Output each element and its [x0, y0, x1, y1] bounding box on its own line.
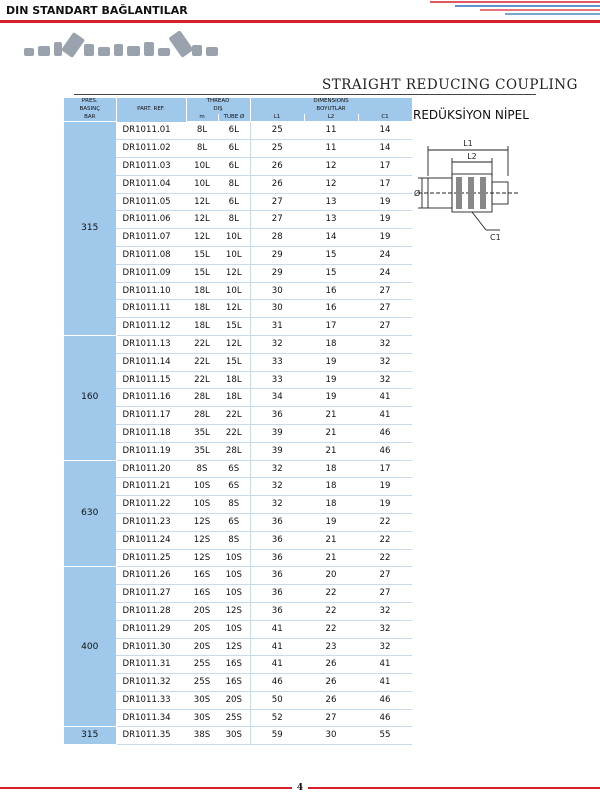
pressure-cell: 160: [64, 335, 116, 460]
l2-cell: 12: [304, 157, 358, 175]
thread-m-cell: 16S: [186, 567, 218, 585]
part-ref-cell: DR1011.05: [116, 193, 186, 211]
c1-cell: 17: [358, 175, 412, 193]
l2-cell: 11: [304, 122, 358, 140]
table-row: [64, 282, 412, 300]
c1-cell: 41: [358, 389, 412, 407]
thread-m-cell: 12L: [186, 193, 218, 211]
header-tube: TUBE Ø: [218, 114, 250, 122]
thread-m-cell: 15L: [186, 246, 218, 264]
c1-cell: 27: [358, 318, 412, 336]
tube-cell: 22L: [218, 407, 250, 425]
l1-cell: 32: [250, 335, 304, 353]
tube-cell: 15L: [218, 353, 250, 371]
part-ref-cell: DR1011.17: [116, 407, 186, 425]
table-row: [64, 691, 412, 709]
thread-m-cell: 8S: [186, 460, 218, 478]
c1-cell: 19: [358, 193, 412, 211]
c1-cell: 22: [358, 531, 412, 549]
part-ref-cell: DR1011.03: [116, 157, 186, 175]
tube-cell: 12S: [218, 602, 250, 620]
l1-cell: 36: [250, 567, 304, 585]
c1-cell: 32: [358, 620, 412, 638]
table-row: [64, 193, 412, 211]
product-table: [64, 98, 413, 745]
tube-cell: 6L: [218, 193, 250, 211]
c1-cell: 46: [358, 691, 412, 709]
c1-cell: 19: [358, 229, 412, 247]
thread-m-cell: 10S: [186, 478, 218, 496]
l1-cell: 50: [250, 691, 304, 709]
l1-cell: 39: [250, 424, 304, 442]
l1-cell: 28: [250, 229, 304, 247]
page-header-title: DIN STANDART BAĞLANTILAR: [6, 4, 188, 17]
c1-cell: 32: [358, 638, 412, 656]
part-ref-cell: DR1011.18: [116, 424, 186, 442]
part-ref-cell: DR1011.01: [116, 122, 186, 140]
tube-cell: 8S: [218, 531, 250, 549]
header-red-line: [0, 20, 400, 23]
table-row: [64, 318, 412, 336]
l2-cell: 22: [304, 620, 358, 638]
part-ref-cell: DR1011.19: [116, 442, 186, 460]
c1-cell: 19: [358, 478, 412, 496]
l2-cell: 16: [304, 300, 358, 318]
section-divider: [74, 94, 536, 95]
header-dis: DIŞ: [186, 106, 250, 114]
part-ref-cell: DR1011.33: [116, 691, 186, 709]
table-row: [64, 300, 412, 318]
tube-cell: 18L: [218, 371, 250, 389]
l1-cell: 27: [250, 211, 304, 229]
l2-cell: 20: [304, 567, 358, 585]
c1-cell: 46: [358, 424, 412, 442]
thread-m-cell: 10L: [186, 175, 218, 193]
l2-cell: 17: [304, 318, 358, 336]
c1-cell: 46: [358, 442, 412, 460]
l1-cell: 34: [250, 389, 304, 407]
l2-cell: 18: [304, 478, 358, 496]
thread-m-cell: 18L: [186, 282, 218, 300]
tube-cell: 12L: [218, 300, 250, 318]
part-ref-cell: DR1011.21: [116, 478, 186, 496]
l2-cell: 21: [304, 407, 358, 425]
c1-cell: 27: [358, 282, 412, 300]
l1-cell: 32: [250, 496, 304, 514]
tube-cell: 28L: [218, 442, 250, 460]
thread-m-cell: 30S: [186, 709, 218, 727]
table-row: [64, 727, 412, 745]
table-row: [64, 709, 412, 727]
thread-m-cell: 30S: [186, 691, 218, 709]
thread-m-cell: 10L: [186, 157, 218, 175]
drawing-label-dia: Ø: [414, 189, 421, 198]
tube-cell: 6S: [218, 478, 250, 496]
thread-m-cell: 22L: [186, 335, 218, 353]
part-ref-cell: DR1011.22: [116, 496, 186, 514]
thread-m-cell: 20S: [186, 620, 218, 638]
coupling-drawing: [412, 132, 524, 252]
table-row: [64, 371, 412, 389]
header-stripes: [400, 0, 600, 24]
l2-cell: 19: [304, 513, 358, 531]
l1-cell: 36: [250, 531, 304, 549]
tube-cell: 12L: [218, 335, 250, 353]
thread-m-cell: 18L: [186, 300, 218, 318]
tube-cell: 10L: [218, 246, 250, 264]
l1-cell: 36: [250, 549, 304, 567]
l2-cell: 21: [304, 424, 358, 442]
l2-cell: 18: [304, 460, 358, 478]
tube-cell: 15L: [218, 318, 250, 336]
pressure-cell: 400: [64, 567, 116, 727]
header-part-ref: PART. REF.: [116, 98, 186, 122]
table-row: [64, 567, 412, 585]
table-row: [64, 513, 412, 531]
page-number: 4: [292, 781, 308, 795]
tube-cell: 18L: [218, 389, 250, 407]
thread-m-cell: 18L: [186, 318, 218, 336]
l2-cell: 16: [304, 282, 358, 300]
c1-cell: 41: [358, 407, 412, 425]
l1-cell: 36: [250, 407, 304, 425]
c1-cell: 41: [358, 656, 412, 674]
tube-cell: 6S: [218, 460, 250, 478]
l2-cell: 15: [304, 264, 358, 282]
c1-cell: 19: [358, 211, 412, 229]
l2-cell: 14: [304, 229, 358, 247]
l1-cell: 26: [250, 157, 304, 175]
table-row: [64, 246, 412, 264]
l2-cell: 27: [304, 709, 358, 727]
header-pres: PRES.: [64, 98, 116, 106]
part-ref-cell: DR1011.31: [116, 656, 186, 674]
l1-cell: 33: [250, 353, 304, 371]
tube-cell: 12L: [218, 264, 250, 282]
tube-cell: 6S: [218, 513, 250, 531]
tube-cell: 10S: [218, 549, 250, 567]
header-basinc: BASINÇ: [64, 106, 116, 114]
header-thread: THREAD: [186, 98, 250, 106]
c1-cell: 14: [358, 140, 412, 158]
product-table-body: [64, 122, 412, 745]
l1-cell: 59: [250, 727, 304, 745]
part-ref-cell: DR1011.26: [116, 567, 186, 585]
tube-cell: 8L: [218, 175, 250, 193]
tube-cell: 8L: [218, 211, 250, 229]
thread-m-cell: 15L: [186, 264, 218, 282]
c1-cell: 32: [358, 335, 412, 353]
l1-cell: 36: [250, 513, 304, 531]
part-ref-cell: DR1011.29: [116, 620, 186, 638]
l1-cell: 32: [250, 478, 304, 496]
header-l2: L2: [304, 114, 358, 122]
l1-cell: 30: [250, 300, 304, 318]
pressure-cell: 630: [64, 460, 116, 567]
thread-m-cell: 12S: [186, 531, 218, 549]
table-row: [64, 638, 412, 656]
tube-cell: 10S: [218, 585, 250, 603]
header-c1: C1: [358, 114, 412, 122]
thread-m-cell: 35L: [186, 442, 218, 460]
part-ref-cell: DR1011.10: [116, 282, 186, 300]
table-row: [64, 460, 412, 478]
tube-cell: 16S: [218, 656, 250, 674]
part-ref-cell: DR1011.06: [116, 211, 186, 229]
pressure-cell: 315: [64, 727, 116, 745]
header-bar: BAR: [64, 114, 116, 122]
l1-cell: 26: [250, 175, 304, 193]
thread-m-cell: 22L: [186, 371, 218, 389]
thread-m-cell: 20S: [186, 638, 218, 656]
l1-cell: 30: [250, 282, 304, 300]
part-ref-cell: DR1011.09: [116, 264, 186, 282]
table-row: [64, 140, 412, 158]
table-row: [64, 656, 412, 674]
l1-cell: 36: [250, 585, 304, 603]
part-ref-cell: DR1011.25: [116, 549, 186, 567]
table-row: [64, 549, 412, 567]
c1-cell: 32: [358, 353, 412, 371]
thread-m-cell: 8L: [186, 140, 218, 158]
part-ref-cell: DR1011.11: [116, 300, 186, 318]
thread-m-cell: 20S: [186, 602, 218, 620]
tube-cell: 12S: [218, 638, 250, 656]
tube-cell: 10S: [218, 620, 250, 638]
thread-m-cell: 12L: [186, 229, 218, 247]
l2-cell: 30: [304, 727, 358, 745]
l1-cell: 29: [250, 264, 304, 282]
part-ref-cell: DR1011.13: [116, 335, 186, 353]
part-ref-cell: DR1011.32: [116, 674, 186, 692]
l1-cell: 41: [250, 656, 304, 674]
thread-m-cell: 25S: [186, 674, 218, 692]
c1-cell: 27: [358, 585, 412, 603]
l1-cell: 29: [250, 246, 304, 264]
l2-cell: 19: [304, 371, 358, 389]
tube-cell: 6L: [218, 140, 250, 158]
table-row: [64, 442, 412, 460]
tube-cell: 20S: [218, 691, 250, 709]
tube-cell: 10S: [218, 567, 250, 585]
c1-cell: 32: [358, 602, 412, 620]
l1-cell: 39: [250, 442, 304, 460]
part-ref-cell: DR1011.28: [116, 602, 186, 620]
thread-m-cell: 22L: [186, 353, 218, 371]
table-row: [64, 122, 412, 140]
part-ref-cell: DR1011.27: [116, 585, 186, 603]
table-row: [64, 175, 412, 193]
part-ref-cell: DR1011.30: [116, 638, 186, 656]
thread-m-cell: 12L: [186, 211, 218, 229]
c1-cell: 17: [358, 460, 412, 478]
thread-m-cell: 8L: [186, 122, 218, 140]
tube-cell: 25S: [218, 709, 250, 727]
thread-m-cell: 16S: [186, 585, 218, 603]
table-row: [64, 229, 412, 247]
thread-m-cell: 38S: [186, 727, 218, 745]
table-row: [64, 407, 412, 425]
l2-cell: 26: [304, 691, 358, 709]
tube-cell: 10L: [218, 282, 250, 300]
c1-cell: 46: [358, 709, 412, 727]
l1-cell: 36: [250, 602, 304, 620]
part-ref-cell: DR1011.04: [116, 175, 186, 193]
l2-cell: 26: [304, 674, 358, 692]
l2-cell: 22: [304, 585, 358, 603]
table-row: [64, 531, 412, 549]
l2-cell: 22: [304, 602, 358, 620]
l1-cell: 52: [250, 709, 304, 727]
l2-cell: 13: [304, 193, 358, 211]
l1-cell: 32: [250, 460, 304, 478]
thread-m-cell: 35L: [186, 424, 218, 442]
table-row: [64, 674, 412, 692]
part-ref-cell: DR1011.15: [116, 371, 186, 389]
part-ref-cell: DR1011.16: [116, 389, 186, 407]
c1-cell: 14: [358, 122, 412, 140]
tube-cell: 6L: [218, 122, 250, 140]
c1-cell: 17: [358, 157, 412, 175]
c1-cell: 55: [358, 727, 412, 745]
tube-cell: 22L: [218, 424, 250, 442]
part-ref-cell: DR1011.02: [116, 140, 186, 158]
pressure-cell: 315: [64, 122, 116, 336]
tube-cell: 10L: [218, 229, 250, 247]
table-row: [64, 264, 412, 282]
c1-cell: 32: [358, 371, 412, 389]
l1-cell: 46: [250, 674, 304, 692]
l2-cell: 15: [304, 246, 358, 264]
header-m: m: [186, 114, 218, 122]
table-row: [64, 496, 412, 514]
l2-cell: 13: [304, 211, 358, 229]
section-title: STRAIGHT REDUCING COUPLING: [322, 77, 578, 93]
table-row: [64, 424, 412, 442]
c1-cell: 19: [358, 496, 412, 514]
part-ref-cell: DR1011.20: [116, 460, 186, 478]
thread-m-cell: 12S: [186, 549, 218, 567]
l1-cell: 41: [250, 638, 304, 656]
l2-cell: 26: [304, 656, 358, 674]
l1-cell: 41: [250, 620, 304, 638]
drawing-label-c1: C1: [490, 233, 501, 242]
table-row: [64, 353, 412, 371]
c1-cell: 27: [358, 300, 412, 318]
table-row: [64, 335, 412, 353]
part-ref-cell: DR1011.14: [116, 353, 186, 371]
l2-cell: 21: [304, 549, 358, 567]
l2-cell: 12: [304, 175, 358, 193]
tube-cell: 8S: [218, 496, 250, 514]
tube-cell: 16S: [218, 674, 250, 692]
tube-cell: 6L: [218, 157, 250, 175]
drawing-label-l1: L1: [463, 139, 473, 148]
l1-cell: 27: [250, 193, 304, 211]
table-row: [64, 389, 412, 407]
table-row: [64, 157, 412, 175]
part-ref-cell: DR1011.23: [116, 513, 186, 531]
part-ref-cell: DR1011.34: [116, 709, 186, 727]
c1-cell: 22: [358, 549, 412, 567]
drawing-label-l2: L2: [467, 152, 477, 161]
thread-m-cell: 25S: [186, 656, 218, 674]
l2-cell: 19: [304, 353, 358, 371]
table-row: [64, 478, 412, 496]
l2-cell: 19: [304, 389, 358, 407]
l2-cell: 18: [304, 335, 358, 353]
l1-cell: 31: [250, 318, 304, 336]
section-subtitle: REDÜKSİYON NİPEL: [413, 108, 529, 122]
thread-m-cell: 28L: [186, 407, 218, 425]
thread-m-cell: 28L: [186, 389, 218, 407]
header-boyutlar: BOYUTLAR: [250, 106, 412, 114]
header-dimensions: DIMENSIONS: [250, 98, 412, 106]
l2-cell: 18: [304, 496, 358, 514]
l1-cell: 25: [250, 140, 304, 158]
c1-cell: 41: [358, 674, 412, 692]
table-row: [64, 211, 412, 229]
tube-cell: 30S: [218, 727, 250, 745]
l2-cell: 21: [304, 531, 358, 549]
l2-cell: 11: [304, 140, 358, 158]
table-row: [64, 620, 412, 638]
table-row: [64, 602, 412, 620]
l1-cell: 25: [250, 122, 304, 140]
part-ref-cell: DR1011.35: [116, 727, 186, 745]
l2-cell: 23: [304, 638, 358, 656]
c1-cell: 24: [358, 264, 412, 282]
header-l1: L1: [250, 114, 304, 122]
table-row: [64, 585, 412, 603]
l2-cell: 21: [304, 442, 358, 460]
part-ref-cell: DR1011.08: [116, 246, 186, 264]
thread-m-cell: 12S: [186, 513, 218, 531]
part-ref-cell: DR1011.24: [116, 531, 186, 549]
c1-cell: 22: [358, 513, 412, 531]
part-ref-cell: DR1011.07: [116, 229, 186, 247]
part-ref-cell: DR1011.12: [116, 318, 186, 336]
fittings-illustration: [24, 26, 244, 56]
thread-m-cell: 10S: [186, 496, 218, 514]
l1-cell: 33: [250, 371, 304, 389]
c1-cell: 27: [358, 567, 412, 585]
c1-cell: 24: [358, 246, 412, 264]
